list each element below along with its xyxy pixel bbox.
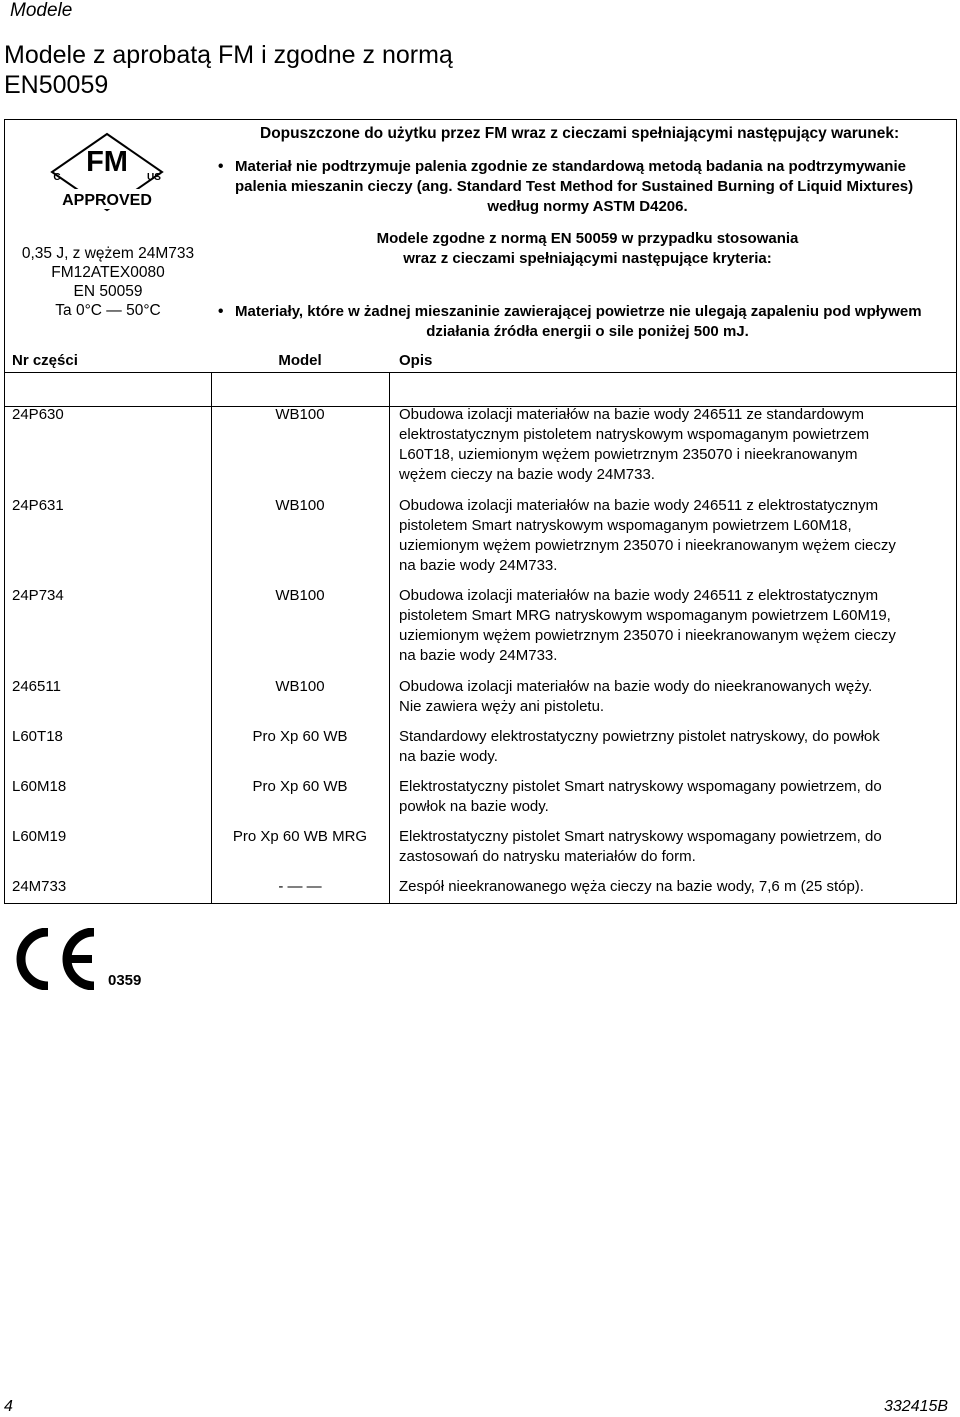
- fm-c-label: C: [53, 172, 61, 183]
- model-name: WB100: [275, 497, 325, 514]
- fm-mark: FM: [86, 146, 128, 178]
- part-number: L60T18: [12, 728, 63, 745]
- page-number: 4: [4, 1398, 13, 1415]
- bullet-icon: •: [218, 303, 224, 320]
- fm-approved-logo-icon: [46, 132, 168, 212]
- fm-us-label: US: [147, 172, 161, 183]
- cert-line-2: FM12ATEX0080: [51, 264, 165, 281]
- description: Elektrostatyczny pistolet Smart natryskowy wspomagany powietrzem, do zastosowań do natrysku materiałów do form.: [399, 828, 882, 865]
- en-conditions-title-line: Modele zgodne z normą EN 50059 w przypadku stosowania: [376, 230, 799, 247]
- description: Elektrostatyczny pistolet Smart natryskowy wspomagany powietrzem, do powłok na bazie wody.: [399, 778, 882, 815]
- model-name: - — —: [278, 878, 322, 895]
- ce-notified-body-number: 0359: [108, 972, 142, 989]
- description: Obudowa izolacji materiałów na bazie wody 246511 z elektrostatycznym pistoletem Smart natryskowym wspomaganym powietrzem L60M18, uziemionym wężem powietrznym 235070 i nieekranowanym wężem cieczy na bazie wody 24M733.: [399, 497, 896, 574]
- part-number: L60M19: [12, 828, 67, 845]
- section-header: Modele: [10, 0, 73, 21]
- column-header-model: Model: [278, 352, 322, 369]
- part-number: 24P734: [12, 587, 64, 604]
- bullet-icon: •: [218, 158, 224, 175]
- fm-conditions-title: Dopuszczone do użytku przez FM wraz z cieczami spełniającymi następujący warunek:: [260, 125, 900, 142]
- model-name: WB100: [275, 406, 325, 423]
- part-number: 24P630: [12, 406, 64, 423]
- fm-condition-line: palenia mieszanin cieczy (ang. Standard Test Method for Sustained Burning of Liquid Mixtures): [235, 178, 914, 195]
- cert-line-1: 0,35 J, z wężem 24M733: [21, 245, 195, 262]
- model-name: WB100: [275, 587, 325, 604]
- certification-block: [8, 244, 208, 320]
- description: Zespół nieekranowanego węża cieczy na bazie wody, 7,6 m (25 stóp).: [399, 878, 864, 895]
- fm-condition-line: Materiał nie podtrzymuje palenia zgodnie ze standardową metodą badania na podtrzymywanie: [235, 158, 906, 175]
- description: Standardowy elektrostatyczny powietrzny pistolet natryskowy, do powłok na bazie wody.: [399, 728, 880, 765]
- fm-condition-line: według normy ASTM D4206.: [487, 198, 688, 215]
- en-condition-line: Materiały, które w żadnej mieszaninie zawierającej powietrze nie ulegają zapaleniu pod wpływem: [235, 303, 922, 320]
- model-name: WB100: [275, 678, 325, 695]
- cert-line-3: EN 50059: [73, 283, 143, 300]
- part-number: L60M18: [12, 778, 67, 795]
- ce-mark-icon: [8, 928, 100, 990]
- description: Obudowa izolacji materiałów na bazie wody 246511 z elektrostatycznym pistoletem Smart MRG natryskowym wspomaganym powietrzem L60M19, uziemionym wężem powietrznym 235070 i nieekranowanym wężem cieczy na bazie wody 24M733.: [399, 587, 896, 664]
- cert-line-4: Ta 0°C — 50°C: [55, 302, 161, 319]
- description: Obudowa izolacji materiałów na bazie wody 246511 ze standardowym elektrostatycznym pistoletem natryskowym wspomaganym powietrzem L60T18, uziemionym wężem powietrznym 235070 i nieekranowanym wężem cieczy na bazie wody 24M733.: [399, 406, 870, 483]
- model-name: Pro Xp 60 WB MRG: [232, 828, 368, 845]
- part-number: 24P631: [12, 497, 64, 514]
- model-name: Pro Xp 60 WB: [252, 778, 348, 795]
- en-condition-line: działania źródła energii o sile poniżej 500 mJ.: [426, 323, 749, 340]
- column-header-part: Nr części: [12, 352, 78, 369]
- description: Obudowa izolacji materiałów na bazie wody do nieekranowanych węży. Nie zawiera węży ani pistoletu.: [399, 678, 873, 715]
- page-title: Modele z aprobatą FM i zgodne z normą EN50059: [4, 41, 453, 99]
- fm-approved-label: APPROVED: [62, 192, 152, 209]
- en-conditions-title-line: wraz z cieczami spełniającymi następujące kryteria:: [403, 250, 772, 267]
- column-header-description: Opis: [399, 352, 433, 369]
- model-name: Pro Xp 60 WB: [252, 728, 348, 745]
- part-number: 24M733: [12, 878, 67, 895]
- part-number: 246511: [12, 678, 61, 695]
- document-number: 332415B: [884, 1398, 949, 1415]
